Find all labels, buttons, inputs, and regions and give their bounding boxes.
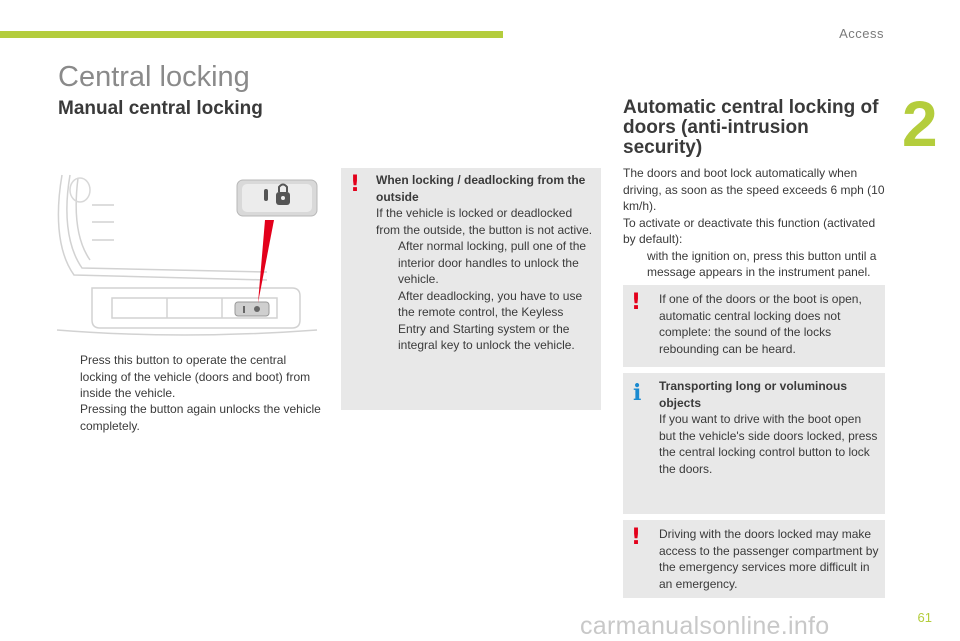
page-number: 61 xyxy=(917,610,932,625)
warning-box-text xyxy=(376,172,594,354)
manual-locking-heading: Manual central locking xyxy=(58,98,263,119)
info-icon: i xyxy=(633,380,642,406)
warning-icon: ! xyxy=(350,172,361,197)
lock-button-zoom xyxy=(237,180,317,216)
transport-info-text: Transporting long or voluminous objects If you want to drive with the boot open but the vehicle's side doors locked, press the central locking control button to lock the doors. xyxy=(659,379,878,476)
transport-info-title: Transporting long or voluminous objects xyxy=(659,379,847,410)
page-title: Central locking xyxy=(58,61,250,93)
watermark: carmanualsonline.info xyxy=(580,612,830,640)
chapter-number: 2 xyxy=(902,88,938,160)
automatic-bullet: with the ignition on, press this button until a message appears in the instrument panel. xyxy=(647,248,877,279)
emergency-warning-text: Driving with the doors locked may make access to the passenger compartment by the emergency services more difficult in an emergency. xyxy=(659,527,879,591)
left-bullet-1: Press this button to operate the central locking of the vehicle (doors and boot) from inside the vehicle. xyxy=(80,353,311,400)
warning-box-bullet-1: After normal locking, pull one of the interior door handles to unlock the vehicle. xyxy=(398,239,587,286)
left-bullet-2: Pressing the button again unlocks the vehicle completely. xyxy=(80,402,321,433)
warning-icon: ! xyxy=(631,525,642,550)
warning-box-bullet-2: After deadlocking, you have to use the remote control, the Keyless Entry and Starting system or the integral key to unlock the vehicle. xyxy=(398,288,583,352)
warning-box-intro: If the vehicle is locked or deadlocked from the outside, the button is not active. xyxy=(376,206,593,237)
header-accent-bar xyxy=(0,31,503,38)
warning-icon: ! xyxy=(631,290,642,315)
automatic-para-1: The doors and boot lock automatically when driving, as soon as the speed exceeds 6 mph (10 km/h). xyxy=(623,166,885,213)
section-title: Access xyxy=(839,26,884,41)
dashboard-illustration xyxy=(52,170,322,340)
door-open-warning-text: If one of the doors or the boot is open, automatic central locking does not complete: the sound of the locks rebounding can be heard. xyxy=(659,292,862,356)
automatic-para-2: To activate or deactivate this function (activated by default): xyxy=(623,215,876,246)
warning-box-title: When locking / deadlocking from the outside xyxy=(376,173,586,204)
automatic-locking-text xyxy=(623,165,888,281)
automatic-locking-heading: Automatic central locking of doors (anti-intrusion security) xyxy=(623,97,879,158)
